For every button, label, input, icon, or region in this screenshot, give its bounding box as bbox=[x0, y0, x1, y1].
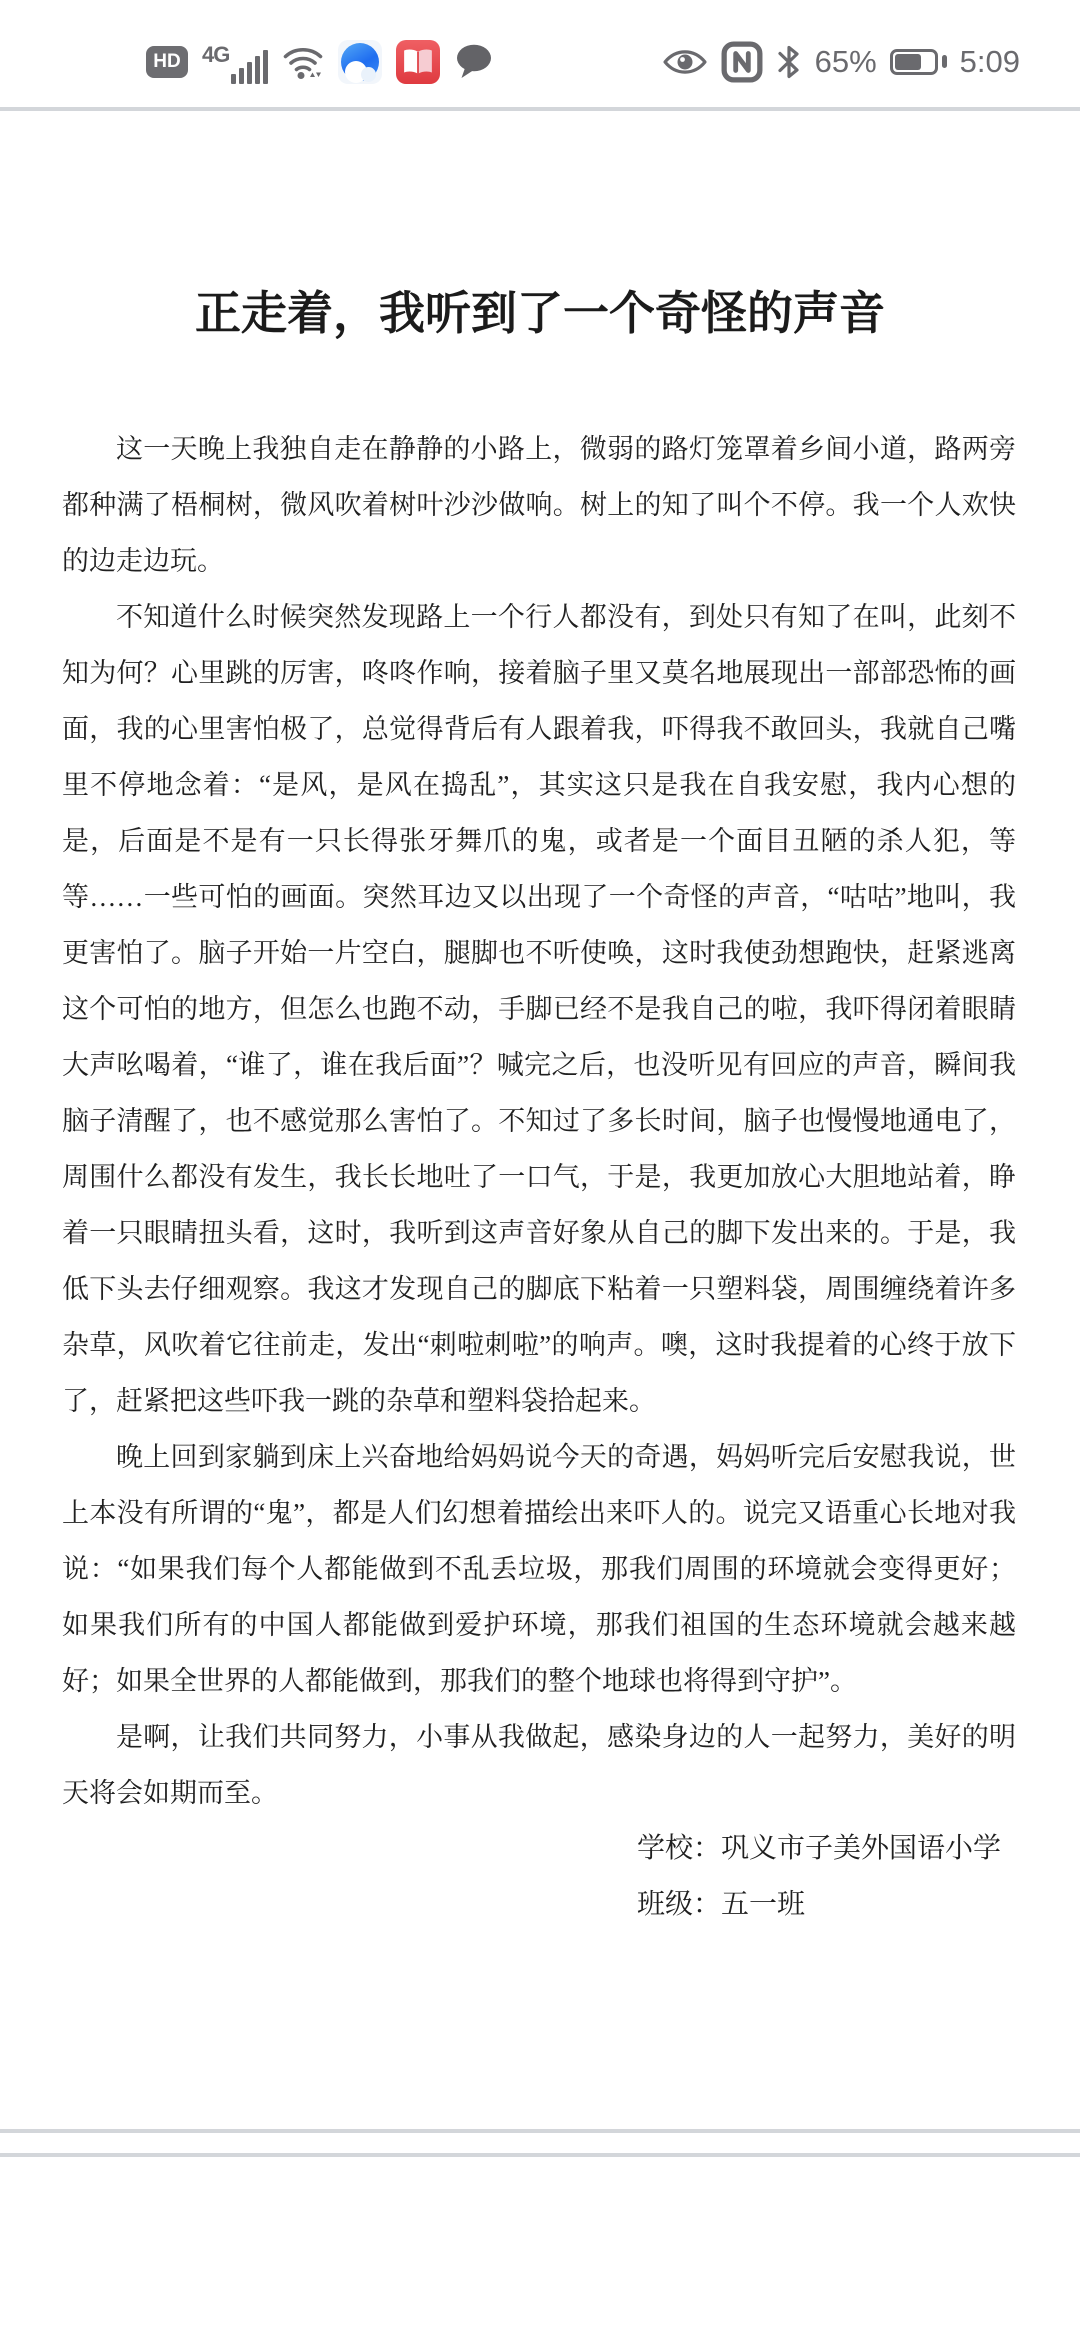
browser-logo-cloud-small bbox=[361, 67, 376, 82]
battery-tip bbox=[942, 55, 947, 68]
battery-percent-label: 65% bbox=[814, 43, 877, 79]
open-book-icon bbox=[402, 48, 434, 76]
document-page[interactable] bbox=[0, 111, 1080, 2340]
status-left-group bbox=[146, 40, 494, 84]
battery-fill bbox=[895, 54, 921, 70]
eye-comfort-icon bbox=[662, 46, 708, 78]
nfc-icon bbox=[721, 41, 763, 83]
browser-app-icon bbox=[338, 40, 382, 84]
wifi-icon bbox=[282, 43, 324, 81]
essay-paragraph: 是啊，让我们共同努力，小事从我做起，感染身边的人一起努力，美好的明天将会如期而至。 bbox=[62, 1722, 1016, 1808]
chat-bubble-icon bbox=[454, 43, 494, 80]
status-right-group bbox=[662, 41, 1020, 83]
bluetooth-icon bbox=[776, 43, 802, 81]
signature-school: 学校：巩义市子美外国语小学 bbox=[637, 1833, 1002, 1864]
hd-volte-icon bbox=[146, 46, 188, 78]
essay-paragraph: 不知道什么时候突然发现路上一个行人都没有，到处只有知了在叫，此刻不知为何？心里跳的厉害，咚咚作响，接着脑子里又莫名地展现出一部部恐怖的画面，我的心里害怕极了，总觉得背后有人跟着我，吓得我不敢回头，我就自己嘴里不停地念着：“是风，是风在捣乱”，其实这只是我在自我安慰，我内心想的是，后面是不是有一只长得张牙舞爪的鬼，或者是一个面目丑陋的杀人犯，等等……一些可怕的画面。突然耳边又以出现了一个奇怪的声音，“咕咕”地叫，我更害怕了。脑子开始一片空白，腿脚也不听使唤，这时我使劲想跑快，赶紧逃离这个可怕的地方，但怎么也跑不动，手脚已经不是我自己的啦，我吓得闭着眼睛大声吆喝着，“谁了，谁在我后面”？喊完之后，也没听见有回应的声音，瞬间我脑子清醒了，也不感觉那么害怕了。不知过了多长时间，脑子也慢慢地通电了，周围什么都没有发生，我长长地吐了一口气，于是，我更加放心大胆地站着，睁着一只眼睛扭头看，这时，我听到这声音好象从自己的脚下发出来的。于是，我低下头去仔细观察。我这才发现自己的脚底下粘着一只塑料袋，周围缠绕着许多杂草，风吹着它往前走，发出“刺啦刺啦”的响声。噢，这时我提着的心终于放下了，赶紧把这些吓我一跳的杂草和塑料袋拾起来。 bbox=[62, 602, 1016, 1416]
essay-paragraph: 晚上回到家躺到床上兴奋地给妈妈说今天的奇遇，妈妈听完后安慰我说，世上本没有所谓的“鬼”，都是人们幻想着描绘出来吓人的。说完又语重心长地对我说：“如果我们每个人都能做到不乱丢垃圾，那我们周围的环境就会变得更好；如果我们所有的中国人都能做到爱护环境，那我们祖国的生态环境就会越来越好；如果全世界的人都能做到，那我们的整个地球也将得到守护”。 bbox=[62, 1442, 1016, 1696]
signature-block bbox=[637, 1821, 1016, 1933]
reader-app-icon bbox=[396, 40, 440, 84]
clock-label: 5:09 bbox=[959, 43, 1020, 79]
signal-bars-icon bbox=[202, 40, 268, 84]
essay-paragraph: 这一天晚上我独自走在静静的小路上，微弱的路灯笼罩着乡间小道，路两旁都种满了梧桐树，微风吹着树叶沙沙做响。树上的知了叫个不停。我一个人欢快的边走边玩。 bbox=[62, 434, 1016, 576]
page-break-line-top bbox=[0, 2129, 1080, 2133]
signal-strength-bars bbox=[231, 50, 268, 84]
essay-title: 正走着，我听到了一个奇怪的声音 bbox=[195, 288, 885, 339]
signature-class: 班级：五一班 bbox=[637, 1889, 806, 1920]
status-bar bbox=[0, 0, 1080, 107]
network-type-label: 4G bbox=[202, 41, 230, 67]
page-break-line-bottom bbox=[0, 2153, 1080, 2157]
battery-icon bbox=[890, 49, 938, 75]
hd-label: HD bbox=[153, 50, 181, 72]
essay-body bbox=[62, 421, 1016, 1933]
